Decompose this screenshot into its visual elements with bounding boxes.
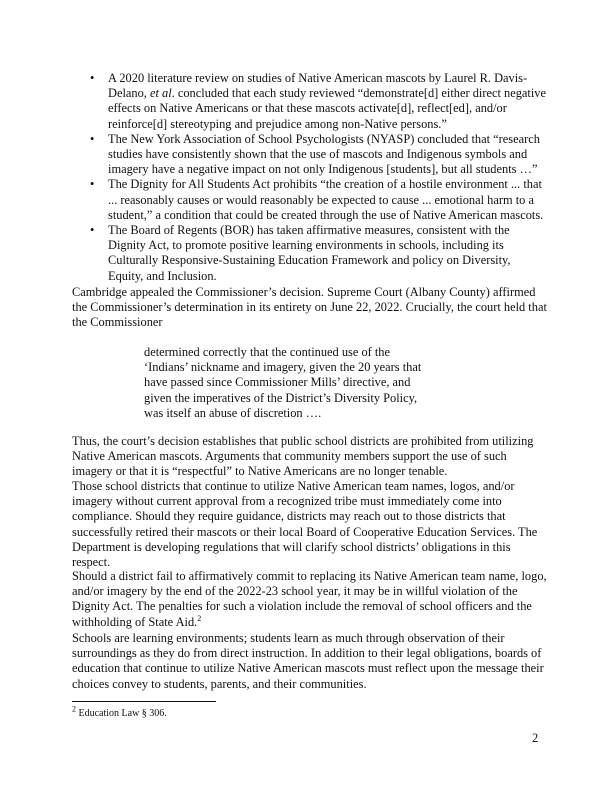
page-number: 2 [532,731,539,745]
paragraph-fail [72,569,548,630]
footnote-marker: 2 [72,704,76,714]
bullet-text: The New York Association of School Psychologists (NYASP) concluded that “research studies have consistently shown that the use of mascots and Indigenous symbols and imagery have a negative impact on not only Indigenous [students], but all students …” [108,131,540,177]
bullet-item [88,132,548,178]
bullet-item [88,223,548,284]
bullet-item [88,177,548,223]
bullet-text: . concluded that each study reviewed “demonstrate[d] either direct negative effects on Native Americans or that these mascots activate[d], reflect[ed], and/or reinforce[d] stereotyping and prejudice among non-Native persons.” [108,86,546,131]
paragraph-schools: Schools are learning environments; students learn as much through observation of their surroundings as they do from direct instruction. In addition to their legal obligations, boards of education that continue to utilize Native American mascots must reflect upon the message their choices convey to students, parents, and their communities. [72,631,544,691]
footnote-divider [72,701,216,702]
bullet-icon: • [90,71,95,85]
block-quote: determined correctly that the continued use of the ‘Indians’ nickname and imagery, given the 20 years that have passed since Commissioner Mills’ directive, and given the imperatives of the District’s Diversity Policy, was itself an abuse of discretion …. [144,345,422,420]
paragraph-appeal: Cambridge appealed the Commissioner’s decision. Supreme Court (Albany County) affirmed the Commissioner’s determination in its entirety on June 22, 2022. Crucially, the court held that the Commissioner [72,285,547,330]
paragraph-fail-text: Should a district fail to affirmatively commit to replacing its Native American team name, logo, and/or imagery by the end of the 2022-23 school year, it may be in willful violation of the Dignity Act. The penalties for such a violation include the removal of school officers and the withholding of State Aid. [72,569,547,629]
bullet-text: The Board of Regents (BOR) has taken affirmative measures, consistent with the Dignity Act, to promote positive learning environments in schools, including its Culturally Responsive-Sustaining Education Framework and policy on Diversity, Equity, and Inclusion. [108,223,511,283]
bullet-item [88,71,548,132]
footnote-text: Education Law § 306. [78,708,167,719]
bullet-text-italic: et al [149,86,172,101]
footnote [72,704,167,720]
paragraph-thus: Thus, the court’s decision establishes that public school districts are prohibited from utilizing Native American mascots. Arguments that community members support the use of such imagery or that it is “respectful” to Native Americans are no longer tenable. [72,434,534,479]
paragraph-districts: Those school districts that continue to utilize Native American team names, logos, and/or imagery without current approval from a recognized tribe must immediately come into compliance. Should they require guidance, districts may reach out to those districts that successfully retired their mascots or their local Board of Cooperative Education Services. The Department is developing regulations that will clarify school districts’ obligations in this respect. [72,479,538,570]
bullet-list [88,71,548,284]
bullet-icon: • [90,223,95,238]
bullet-text: A 2020 literature review on studies of Native American mascots by Laurel R. Davis-Delano, [108,71,528,101]
bullet-text: The Dignity for All Students Act prohibits “the creation of a hostile environment ... that ... reasonably causes or would reasonably be expected to cause ... emotional harm to a student,” a condition that could be created through the use of Native American mascots. [108,177,544,222]
bullet-icon: • [90,131,95,146]
footnote-reference: 2 [197,613,202,623]
bullet-icon: • [90,177,95,192]
